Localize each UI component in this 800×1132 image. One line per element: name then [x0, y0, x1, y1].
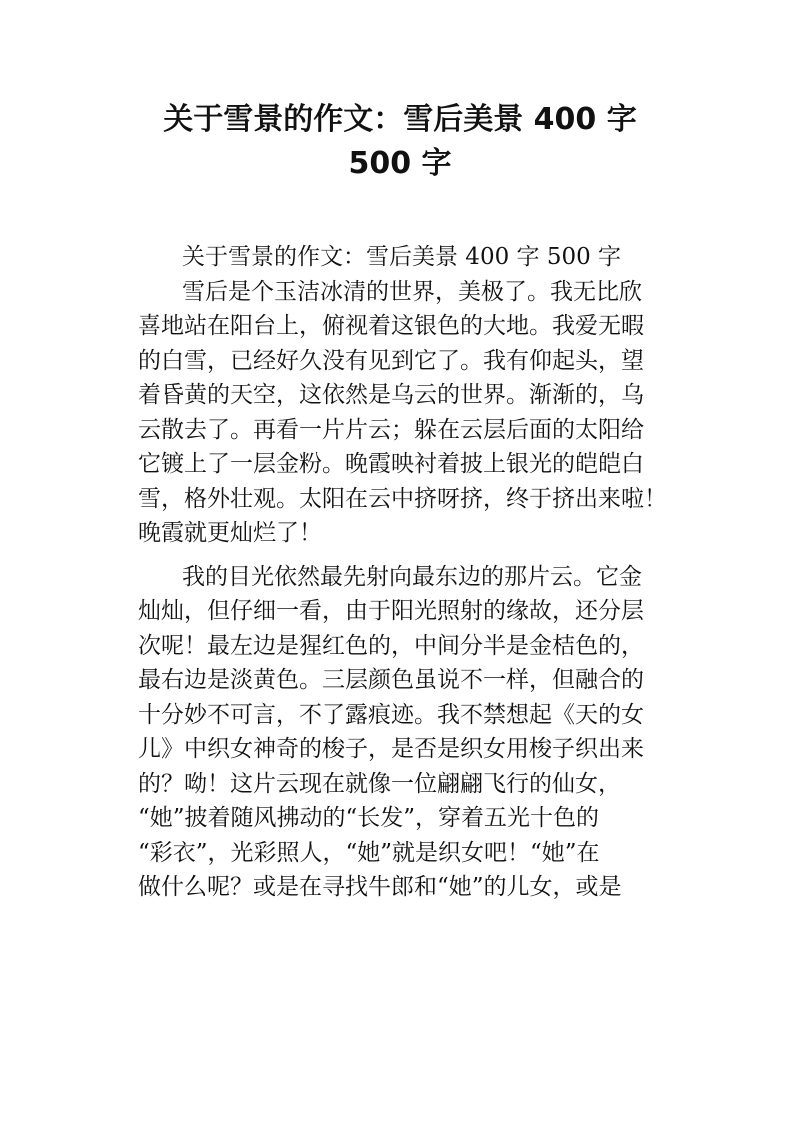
title-line-1: 关于雪景的作文：雪后美景 400 字: [163, 102, 637, 137]
paragraph-line: 的白雪，已经好久没有见到它了。我有仰起头，望: [138, 347, 644, 374]
paragraph-line: 十分妙不可言，不了露痕迹。我不禁想起《天的女: [138, 701, 644, 728]
paragraph-1: [138, 240, 668, 275]
paragraph-3: [138, 560, 668, 905]
paragraph-line: 喜地站在阳台上，俯视着这银色的大地。我爱无暇: [138, 313, 644, 339]
paragraph-line: 关于雪景的作文：雪后美景 400 字 500 字: [182, 244, 622, 270]
document-title: [0, 98, 800, 186]
paragraph-line: 灿灿，但仔细一看，由于阳光照射的缘故，还分层: [138, 598, 644, 624]
paragraph-line: 次呢！最左边是猩红色的，中间分半是金桔色的，: [138, 632, 644, 659]
paragraph-line: 着昏黄的天空，这依然是乌云的世界。渐渐的，乌: [138, 382, 644, 408]
paragraph-line: 雪，格外壮观。太阳在云中挤呀挤，终于挤出来啦！: [138, 485, 667, 512]
paragraph-line: 它镀上了一层金粉。晚霞映衬着披上银光的皑皑白: [138, 451, 644, 477]
paragraph-2: [138, 275, 668, 551]
paragraph-line: 晚霞就更灿烂了！: [138, 520, 322, 546]
paragraph-line: 的？呦！这片云现在就像一位翩翩飞行的仙女，: [138, 770, 621, 797]
paragraph-line: “彩衣”，光彩照人，“她”就是织女吧！“她”在: [138, 839, 600, 866]
title-line-2: 500 字: [348, 146, 452, 181]
document-body: [138, 240, 668, 905]
paragraph-line: 做什么呢？或是在寻找牛郎和“她”的儿女，或是: [138, 874, 622, 900]
paragraph-line: 儿》中织女神奇的梭子，是否是织女用梭子织出来: [138, 736, 644, 762]
paragraph-line: 云散去了。再看一片片云；躲在云层后面的太阳给: [138, 416, 644, 443]
paragraph-line: 我的目光依然最先射向最东边的那片云。它金: [182, 563, 642, 590]
paragraph-line: 最右边是淡黄色。三层颜色虽说不一样，但融合的: [138, 667, 644, 693]
paragraph-line: 雪后是个玉洁冰清的世界，美极了。我无比欣: [182, 278, 642, 305]
paragraph-line: “她”披着随风拂动的“长发”，穿着五光十色的: [138, 805, 600, 831]
